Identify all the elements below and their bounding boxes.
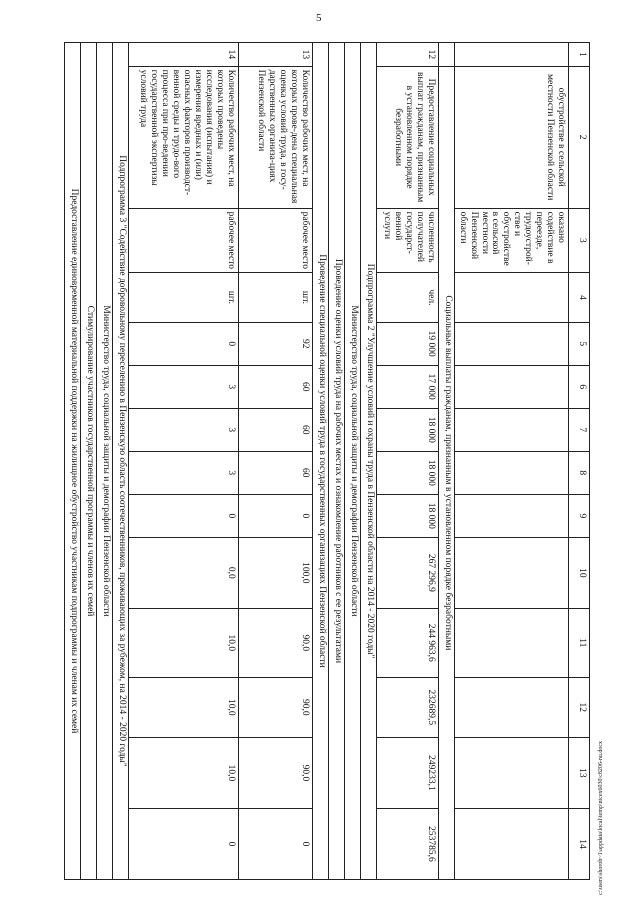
cell-indicator: оказано содействие в переезде, трудоустрой-стве и обустройстве в сельской местности Пензенской области: [454, 208, 568, 273]
cell-value: 10,0: [128, 608, 238, 677]
header-cell: 9: [569, 494, 590, 537]
cell-name: обустройстве в сельской местности Пензенской области: [454, 66, 568, 208]
header-cell: 8: [569, 451, 590, 494]
header-cell: 1: [569, 43, 590, 67]
cell-value: 19 000: [376, 322, 438, 365]
cell-value: 60: [238, 365, 312, 408]
cell-num: 14: [128, 43, 238, 67]
cell-value: 232689,5: [376, 677, 438, 737]
cell-value: 17 000: [376, 365, 438, 408]
cell-value: 10,0: [128, 737, 238, 808]
rotated-table-container: [60, 42, 590, 880]
cell-value: 249233,1: [376, 737, 438, 808]
cell-unit: шт.: [128, 273, 238, 322]
cell-value: 90,0: [238, 608, 312, 677]
section-row: [96, 43, 112, 880]
header-cell: 10: [569, 537, 590, 608]
section-title: Социальные выплаты гражданам, признанным в установленном порядке безработными: [438, 66, 454, 879]
cell-value: 3: [128, 408, 238, 451]
table-row: [238, 43, 312, 880]
ministry-title: Министерство труда, социальной защиты и демографии Пензенской области: [344, 43, 360, 880]
cell-value: 18 000: [376, 494, 438, 537]
header-cell: 12: [569, 677, 590, 737]
cell-value: 0,0: [128, 537, 238, 608]
cell-value: 90,0: [238, 737, 312, 808]
table-row: [376, 43, 438, 880]
header-cell: 13: [569, 737, 590, 808]
cell-num: [454, 43, 568, 67]
cell-value: 0: [238, 494, 312, 537]
cell-name: Количество рабочих мест, на которых проведены исследования (испытания) и измерения вредных и (или) опасных факторов производст-венной среды и трудо-вого процесса при про-ведении государственной экспертизы условий труда: [128, 66, 238, 208]
table-row: [128, 43, 238, 880]
cell-value: 0: [128, 322, 238, 365]
cell-value: 92: [238, 322, 312, 365]
section-row: [112, 43, 128, 880]
header-cell: 2: [569, 66, 590, 208]
cell-unit: шт.: [238, 273, 312, 322]
ministry-title: Министерство труда, социальной защиты и демографии Пензенской области: [96, 43, 112, 880]
cell-value: 100,0: [238, 537, 312, 608]
section-row: [328, 43, 344, 880]
footer-file-path: c:\users\shorob~1\appdata\local\temp\ntcex6030\c8206-nu.docx: [598, 740, 604, 895]
cell-name: Предоставление социальных выплат гражданам, признанным в установленном порядке безработными: [376, 66, 438, 208]
cell-indicator: рабочее место: [128, 208, 238, 273]
section-row: [80, 43, 96, 880]
header-cell: 6: [569, 365, 590, 408]
cell-value: 0: [128, 808, 238, 879]
cell-value: 10,0: [128, 677, 238, 737]
cell-indicator: численность получателей государст-венной услуги: [376, 208, 438, 273]
cell-unit: чел.: [376, 273, 438, 322]
header-cell: 5: [569, 322, 590, 365]
cell-value: 3: [128, 365, 238, 408]
task-title: Проведение оценки условий труда на рабочих местах и ознакомление работников с ее результатами: [328, 43, 344, 880]
section-row: [438, 43, 454, 880]
page-number: 5: [316, 12, 322, 24]
cell-value: 60: [238, 408, 312, 451]
section-row: [344, 43, 360, 880]
section-row: [360, 43, 376, 880]
cell-value: 253785,6: [376, 808, 438, 879]
cell-name: Количество рабочих мест, на которых прове-дена специальная оценка условий труда, в госу-дарственных организа-циях Пензенской области: [238, 66, 312, 208]
header-cell: 14: [569, 808, 590, 879]
cell-num: 12: [376, 43, 438, 67]
cell-value: 18 000: [376, 451, 438, 494]
header-cell: 3: [569, 208, 590, 273]
cell-num: 13: [238, 43, 312, 67]
section-row: [64, 43, 80, 880]
cell-value: 60: [238, 451, 312, 494]
table-row: [454, 43, 568, 880]
cell-value: 0: [128, 494, 238, 537]
header-cell: 11: [569, 608, 590, 677]
section-row: [312, 43, 328, 880]
header-cell: 7: [569, 408, 590, 451]
cell-value: 267 296,9: [376, 537, 438, 608]
task-title: Стимулирование участников государственной программы и членов их семей: [80, 43, 96, 880]
cell-value: 244 963,6: [376, 608, 438, 677]
cell-value: 18 000: [376, 408, 438, 451]
header-row: [569, 43, 590, 880]
indicators-table: [64, 42, 590, 880]
header-cell: 4: [569, 273, 590, 322]
subprogram-title: Подпрограмма 3 "Содействие добровольному переселению в Пензенскую область соотечественников, проживающих за рубежом, на 2014 - 2020 годы": [112, 43, 128, 880]
cell-value: 0: [238, 808, 312, 879]
section-title: Предоставление единовременной материальной поддержки на жилищное обустройство участникам подпрограммы и членам их семей: [64, 43, 80, 880]
cell-value: 90,0: [238, 677, 312, 737]
cell-indicator: рабочее место: [238, 208, 312, 273]
cell-value: 3: [128, 451, 238, 494]
subprogram-title: Подпрограмма 2 "Улучшение условий и охраны труда в Пензенской области на 2014 - 2020 годы": [360, 43, 376, 880]
section-title: Проведение специальной оценки условий труда в государственных организациях Пензенской области: [312, 43, 328, 880]
